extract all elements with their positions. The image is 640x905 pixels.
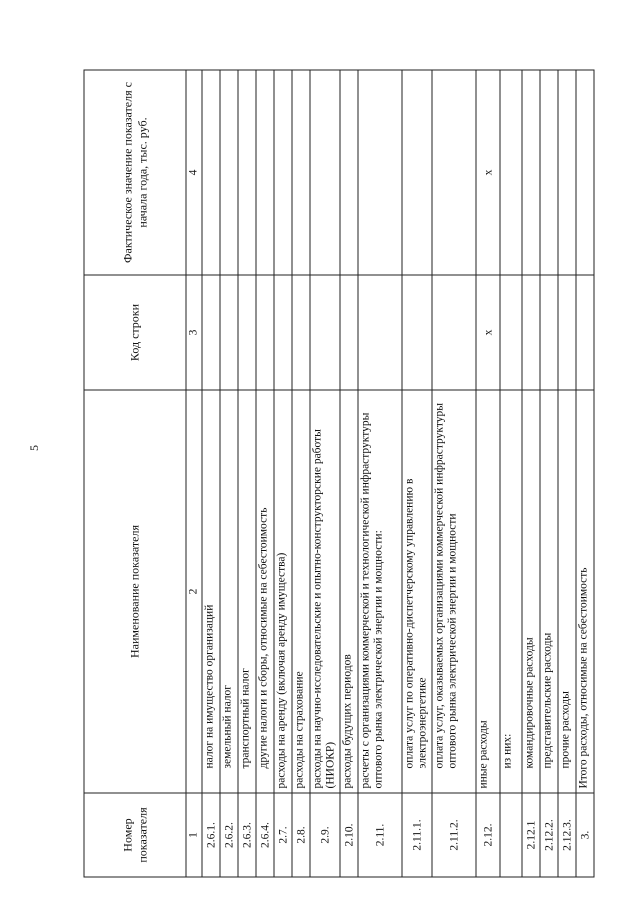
row-value [402,70,432,275]
row-number: 2.7. [274,793,292,877]
table-row [310,70,340,877]
row-number: 2.12.2. [540,793,558,877]
row-code [358,275,402,390]
row-number: 2.8. [292,793,310,877]
row-code [238,275,256,390]
row-value [274,70,292,275]
row-name: иные расходы [476,390,500,793]
column-number: 2 [186,390,202,793]
row-value [238,70,256,275]
row-value: х [476,70,500,275]
row-name: другие налоги и сборы, относимые на себестоимость [256,390,274,793]
row-number: 2.6.1. [202,793,220,877]
row-name: налог на имущество организаций [202,390,220,793]
page-number: 5 [27,445,41,451]
table-row [558,70,576,877]
column-number: 1 [186,793,202,877]
table-row [576,70,594,877]
row-number [500,793,522,877]
row-value [220,70,238,275]
row-value [558,70,576,275]
row-value [432,70,476,275]
table-row [540,70,558,877]
row-name: прочие расходы [558,390,576,793]
table-row [292,70,310,877]
row-name: из них: [500,390,522,793]
row-name: расчеты с организациями коммерческой и технологической инфраструктуры оптового рынка электрической энергии и мощности: [358,390,402,793]
row-name: оплата услуг, оказываемых организациями коммерческой инфраструктуры оптового рынка электрической энергии и мощности [432,390,476,793]
row-name: командировочные расходы [522,390,540,793]
table-row [220,70,238,877]
row-code [558,275,576,390]
row-name: расходы будущих периодов [340,390,358,793]
row-number: 2.11.1. [402,793,432,877]
row-code [576,275,594,390]
row-number: 2.11. [358,793,402,877]
row-value [576,70,594,275]
row-code [522,275,540,390]
header-code: Код строки [84,275,186,390]
column-number: 3 [186,275,202,390]
table-row [274,70,292,877]
header-row [84,70,186,877]
row-number: 2.6.4. [256,793,274,877]
row-name: транспортный налог [238,390,256,793]
row-code [310,275,340,390]
column-number: 4 [186,70,202,275]
row-name: расходы на страхование [292,390,310,793]
row-value [256,70,274,275]
table-row [202,70,220,877]
row-name: представительские расходы [540,390,558,793]
header-value: Фактическое значение показателя с начала года, тыс. руб. [84,70,186,275]
row-number: 2.6.3. [238,793,256,877]
row-code [340,275,358,390]
table-row [522,70,540,877]
row-name: оплата услуг по оперативно-диспетчерскому управлению в электроэнергетике [402,390,432,793]
table-row [340,70,358,877]
row-name: расходы на научно-исследовательские и опытно-конструкторские работы (НИОКР) [310,390,340,793]
row-number: 2.12. [476,793,500,877]
row-value [522,70,540,275]
row-name: земельный налог [220,390,238,793]
report-table [83,70,594,878]
report-table-container [83,71,591,878]
header-name: Наименование показателя [84,390,186,793]
table-row [500,70,522,877]
row-name: Итого расходы, относимые на себестоимость [576,390,594,793]
row-number: 2.10. [340,793,358,877]
row-code [500,275,522,390]
row-value [292,70,310,275]
table-row [432,70,476,877]
row-code: х [476,275,500,390]
row-number: 3. [576,793,594,877]
row-value [358,70,402,275]
row-code [256,275,274,390]
table-row [358,70,402,877]
row-code [202,275,220,390]
row-code [292,275,310,390]
column-number-row [186,70,202,877]
row-number: 2.11.2. [432,793,476,877]
row-code [274,275,292,390]
row-value [310,70,340,275]
row-value [202,70,220,275]
row-number: 2.12.1 [522,793,540,877]
row-name: расходы на аренду (включая аренду имущества) [274,390,292,793]
row-value [500,70,522,275]
row-code [432,275,476,390]
row-code [220,275,238,390]
row-code [540,275,558,390]
row-value [540,70,558,275]
table-row [476,70,500,877]
row-code [402,275,432,390]
row-value [340,70,358,275]
table-row [402,70,432,877]
row-number: 2.12.3. [558,793,576,877]
row-number: 2.6.2. [220,793,238,877]
header-number: Номер показателя [84,793,186,877]
row-number: 2.9. [310,793,340,877]
table-row [238,70,256,877]
table-row [256,70,274,877]
